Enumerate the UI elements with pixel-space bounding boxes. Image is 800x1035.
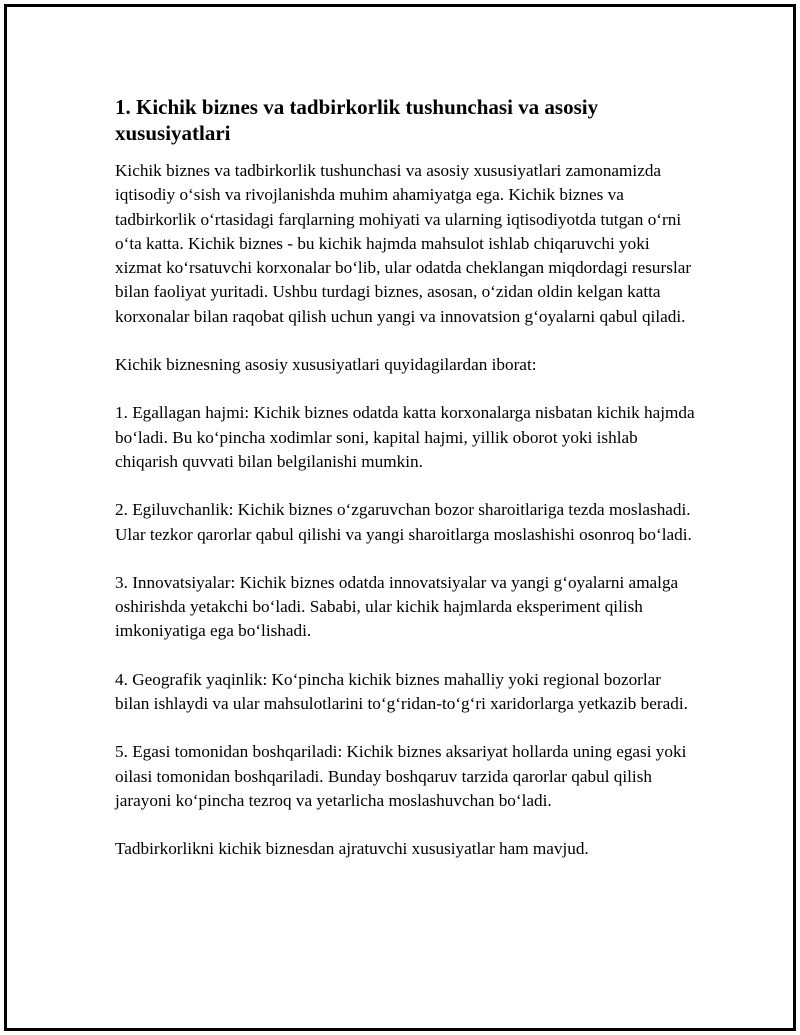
document-title: 1. Kichik biznes va tadbirkorlik tushunchasi va asosiy xususiyatlari <box>115 95 599 145</box>
features-intro-paragraph: Kichik biznesning asosiy xususiyatlari quyidagilardan iborat: <box>115 355 537 375</box>
intro-paragraph: Kichik biznes va tadbirkorlik tushunchasi va asosiy xususiyatlari zamonamizda iqtisodiy oʻsish va rivojlanishda muhim ahamiyatga ega. Kichik biznes va tadbirkorlik oʻrtasidagi farqlarning mohiyati va ularning iqtisodiyotda tutgan oʻrni oʻta katta. Kichik biznes - bu kichik hajmda mahsulot ishlab chiqaruvchi yoki xizmat koʻrsatuvchi korxonalar boʻlib, ular odatda cheklangan miqdordagi resurslar bilan faoliyat yuritadi. Ushbu turdagi biznes, asosan, oʻzidan oldin kelgan katta korxonalar bilan raqobat qilish uchun yangi va innovatsion gʻoyalarni qabul qiladi. <box>115 161 692 326</box>
feature-1-paragraph: 1. Egallagan hajmi: Kichik biznes odatda katta korxonalarga nisbatan kichik hajmda boʻladi. Bu koʻpincha xodimlar soni, kapital hajmi, yillik oborot yoki ishlab chiqarish quvvati bilan belgilanishi mumkin. <box>115 403 695 471</box>
feature-5-paragraph: 5. Egasi tomonidan boshqariladi: Kichik biznes aksariyat hollarda uning egasi yoki oilasi tomonidan boshqariladi. Bunday boshqaruv tarzida qarorlar qabul qilish jarayoni koʻpincha tezroq va yetarlicha moslashuvchan boʻladi. <box>115 742 687 810</box>
feature-4-paragraph: 4. Geografik yaqinlik: Koʻpincha kichik biznes mahalliy yoki regional bozorlar bilan ishlaydi va ular mahsulotlarini toʻgʻridan-toʻgʻri xaridorlarga yetkazib beradi. <box>115 669 688 714</box>
document-body <box>115 94 695 886</box>
closing-paragraph: Tadbirkorlikni kichik biznesdan ajratuvchi xususiyatlar ham mavjud. <box>115 839 589 859</box>
feature-3-paragraph: 3. Innovatsiyalar: Kichik biznes odatda innovatsiyalar va yangi gʻoyalarni amalga oshirishda yetakchi boʻladi. Sababi, ular kichik hajmlarda eksperiment qilish imkoniyatiga ega boʻlishadi. <box>115 572 679 641</box>
feature-2-paragraph: 2. Egiluvchanlik: Kichik biznes oʻzgaruvchan bozor sharoitlariga tezda moslashadi. Ular tezkor qarorlar qabul qilishi va yangi sharoitlarga moslashishi osonroq boʻladi. <box>115 500 692 544</box>
